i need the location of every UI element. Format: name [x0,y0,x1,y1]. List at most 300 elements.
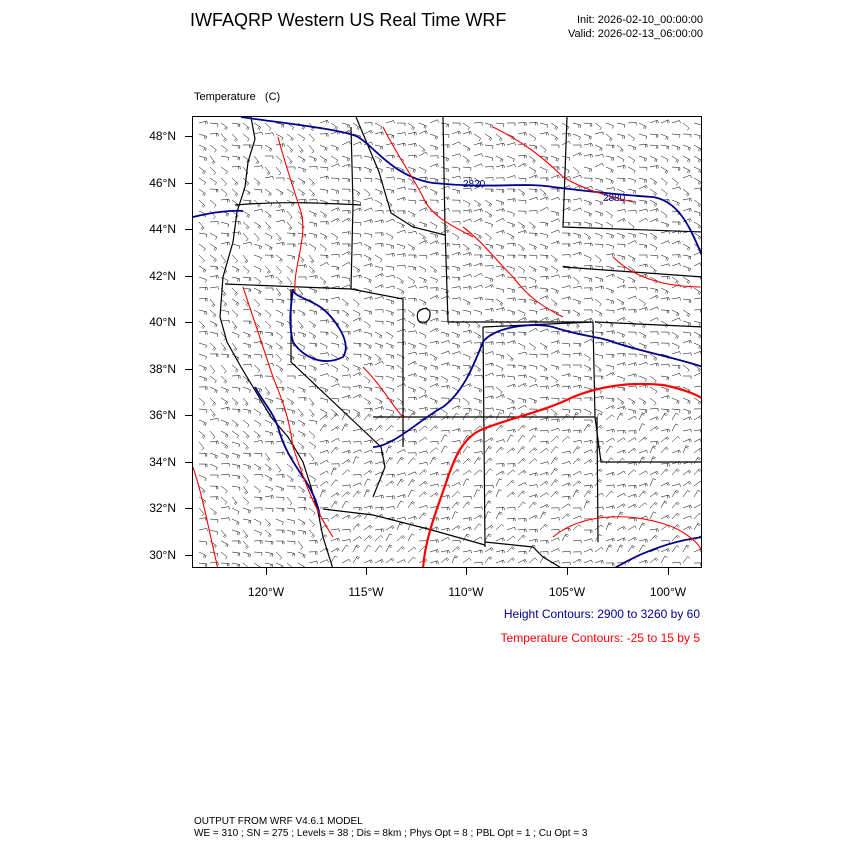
wind-barb [628,518,636,521]
wind-barb [683,156,690,162]
wind-barb [584,298,592,301]
wind-barb [650,318,659,321]
wind-barb [419,222,427,227]
wind-barb [584,143,593,146]
wind-barb [661,525,669,530]
wind-barb [507,233,514,240]
wind-barb [584,424,591,431]
wind-barb [496,244,504,249]
wind-barb [199,145,206,151]
wind-barb [386,446,392,453]
wind-barb [265,541,273,545]
wind-barb [265,398,273,403]
wind-barb [199,431,205,439]
wind-barb [353,372,362,376]
wind-barb [474,244,481,250]
wind-barb [639,307,648,310]
wind-barb [397,211,405,214]
wind-barb [628,545,635,552]
wind-barb [452,343,460,348]
wind-barb [265,222,271,230]
wind-barb [386,299,394,304]
wind-barb [617,209,625,212]
wind-barb [551,508,559,511]
wind-barb [331,189,339,194]
wind-barb [232,178,238,186]
wind-barb [386,526,394,530]
wind-barb [419,240,428,244]
wind-barb [254,552,262,556]
wind-barb [254,453,262,457]
wind-barb [474,515,482,519]
wind-barb [397,501,403,508]
wind-barb [353,354,361,357]
wind-barb [496,189,504,193]
wind-barb [276,255,282,262]
wind-barb [331,297,340,300]
wind-barb [221,365,226,373]
wind-barb [606,472,615,475]
wind-barb [485,396,494,399]
wind-barb [584,473,593,476]
wind-barb [452,233,459,240]
wind-barb [529,175,538,178]
wind-barb [221,123,228,130]
wind-barb [375,211,383,214]
wind-barb [540,376,548,380]
wind-barb [353,475,361,478]
wind-barb [672,167,680,171]
wind-barb [364,470,372,475]
wind-barb [353,275,362,278]
wind-barb [320,398,328,403]
wind-barb [551,318,560,321]
wind-barb [474,375,482,378]
wind-barb [672,502,680,508]
wind-barb [540,365,547,371]
wind-barb [661,429,670,432]
model-info [194,816,587,840]
wind-barb [419,233,426,240]
wind-barb [199,420,206,426]
wind-barb [661,549,670,552]
wind-barb [672,546,679,553]
wind-barb [496,365,503,371]
wind-barb [430,318,439,321]
wind-barb [353,266,360,273]
wind-barb [408,277,415,284]
wind-barb [309,552,317,555]
wind-barb [320,560,329,563]
wind-barb [342,164,351,167]
wind-barb [243,409,251,414]
wind-barb [639,287,647,290]
wind-barb [320,320,328,323]
wind-barb [232,277,240,282]
lon-label-115w: 115°W [348,585,384,599]
wind-barb [661,297,669,300]
wind-barb [419,286,428,289]
wind-barb [661,189,667,196]
wind-barb [529,197,538,200]
wind-barb [474,439,483,442]
wind-barb [463,354,470,360]
wind-barb [529,328,538,332]
wind-barb [298,563,305,568]
wind-barb [672,365,680,369]
wind-barb [529,502,536,508]
wind-barb [518,483,527,487]
wind-barb [595,286,604,289]
wind-barb [210,486,218,489]
wind-barb [331,493,339,497]
wind-barb [672,298,680,301]
wind-barb [265,508,273,512]
wind-barb [683,321,691,326]
wind-barb [331,343,339,348]
wind-barb [199,189,206,196]
wind-barb [221,242,230,245]
wind-barb [628,354,636,357]
wind-barb [617,363,626,366]
wind-barb [639,185,648,189]
wind-barb [342,470,350,475]
wind-barb [573,175,582,178]
wind-barb [276,563,283,568]
wind-barb [309,530,315,538]
wind-barb [265,530,271,537]
wind-barb [650,417,659,420]
wind-barb [265,563,273,568]
wind-barb [617,123,625,128]
wind-barb [232,409,240,412]
wind-barb [375,535,383,541]
wind-barb [386,409,394,414]
wind-barb [441,197,450,200]
wind-barb [485,233,491,240]
wind-barb [309,442,316,449]
wind-barb [650,266,656,273]
lat-tick [185,322,192,323]
wind-barb [518,123,526,126]
wind-barb [639,437,647,442]
wind-barb [386,155,394,158]
wind-barb [551,529,559,532]
wind-barb [463,330,472,333]
wind-barb [419,208,428,211]
wind-barb [430,561,439,564]
wind-barb [430,252,439,255]
wind-barb [661,264,670,267]
wind-barb [496,447,504,453]
wind-barb [683,340,692,343]
wind-barb [639,255,647,258]
wind-barb [353,442,361,445]
wind-barb [430,233,438,238]
wind-barb [540,266,548,271]
wind-barb [507,176,516,179]
wind-barb [430,365,438,370]
wind-barb [309,255,314,263]
wind-barb [265,275,274,278]
wind-barb [606,244,614,249]
wind-barb [397,178,405,183]
wind-barb [529,354,537,358]
wind-barb [254,375,262,378]
wind-barb [320,255,328,258]
wind-barb [474,164,483,167]
wind-barb [287,486,295,489]
wind-barb [628,494,637,497]
wind-barb [397,329,406,332]
wind-barb [320,120,329,123]
wind-barb [254,420,261,427]
wind-barb [276,332,282,339]
wind-barb [397,288,404,294]
wind-barb [672,255,680,258]
wind-barb [507,407,516,410]
wind-barb [650,398,656,405]
wind-barb [441,446,448,453]
wind-barb [551,384,560,387]
wind-barb [584,365,591,371]
wind-barb [650,165,658,168]
wind-barb [408,321,415,328]
wind-barb [694,134,702,139]
wind-barb [617,156,624,162]
wind-barb [518,255,526,258]
wind-barb [672,469,680,475]
wind-barb [639,539,648,542]
wind-barb [199,376,207,381]
wind-barb [331,254,339,257]
wind-barb [518,551,526,554]
wind-barb [254,145,262,149]
wind-barb [408,189,416,192]
wind-barb [485,222,493,227]
wind-barb [419,387,426,394]
wind-barb [672,332,679,339]
wind-barb [320,134,328,137]
wind-barb [353,415,361,421]
wind-barb [254,132,263,135]
wind-barb [529,244,536,250]
wind-barb [452,547,460,552]
wind-barb [254,486,260,493]
wind-barb [265,133,273,136]
wind-barb [342,299,348,306]
wind-barb [518,163,527,167]
wind-barb [397,473,406,476]
wind-barb [287,255,295,260]
wind-barb [463,286,471,289]
wind-barb [639,218,648,222]
wind-barb [573,385,582,388]
wind-barb [441,558,449,563]
wind-barb [199,298,207,301]
wind-barb [573,123,581,128]
wind-barb [232,332,239,338]
wind-barb [661,310,669,313]
wind-barb [507,448,515,453]
wind-barb [452,244,460,248]
wind-barb [199,398,205,406]
wind-barb [298,431,305,437]
wind-barb [441,145,449,148]
wind-barb [375,220,384,223]
wind-barb [199,233,207,237]
wind-barb [474,255,482,258]
wind-barb [408,286,417,289]
wind-barb [573,559,581,563]
wind-barb [386,457,393,464]
wind-barb [650,288,658,293]
wind-barb [584,450,593,453]
wind-barb [331,427,339,432]
wind-barb [694,351,702,354]
wind-barb [573,167,579,174]
wind-barb [573,540,581,543]
wind-barbs [199,120,702,568]
wind-barb [342,310,349,317]
wind-barb [353,385,362,388]
wind-barb [639,503,647,508]
wind-barb [617,526,626,530]
wind-barb [529,122,537,125]
wind-barb [298,541,303,549]
wind-barb [265,211,271,218]
wind-barb [672,318,681,321]
wind-barb [628,470,636,475]
border-az-nm [483,327,485,547]
wind-barb [672,187,681,190]
wind-barb [540,481,548,486]
wind-barb [320,440,329,443]
wind-barb [474,123,482,126]
wind-barb [331,548,339,552]
wind-barb [617,317,626,321]
wind-barb [595,560,604,563]
wind-barb [452,469,460,475]
wind-barb [584,154,593,157]
wind-barb [320,415,328,420]
wind-barb [210,233,217,240]
wind-barb [364,343,371,349]
wind-barb [661,231,670,234]
wind-barb [210,332,218,337]
wind-barb [419,492,427,497]
wind-barb [254,440,262,443]
wind-barb [463,550,471,553]
wind-barb [628,526,636,530]
wind-barb [551,457,558,464]
wind-barb [298,387,305,393]
wind-barb [287,541,295,544]
wind-barb [584,460,592,465]
wind-barb [617,512,623,519]
wind-barb [683,145,690,151]
wind-barb [243,519,251,524]
wind-barb [276,552,282,560]
wind-barb [375,189,382,195]
wind-barb [320,450,329,453]
wind-barb [650,145,658,149]
wind-barb [386,275,395,278]
wind-barb [507,518,515,521]
wind-barb [265,387,270,395]
wind-barb [573,343,581,347]
wind-barb [672,178,678,185]
wind-barb [375,332,382,339]
wind-barb [298,321,303,329]
wind-barb [628,287,636,290]
wind-barb [210,418,219,421]
wind-barb [562,297,571,300]
wind-barb [364,264,373,267]
wind-barb [617,450,626,453]
wind-barb [672,343,679,349]
wind-barb [331,332,338,339]
wind-barb [551,299,557,306]
wind-barb [265,244,272,250]
wind-barb [221,354,229,358]
wind-barb [496,274,505,277]
wind-barb [430,457,436,464]
wind-barb [661,178,667,185]
wind-barb [584,277,592,282]
wind-barb [540,472,549,475]
wind-barb [584,123,592,127]
wind-barb [694,416,702,420]
lat-label-32n: 32°N [149,501,176,515]
wind-barb [232,145,240,149]
wind-barb [364,490,370,497]
wind-barb [496,440,505,443]
wind-barb [419,343,427,349]
wind-barb [265,376,273,379]
wind-barb [452,189,460,194]
wind-barb [364,525,372,530]
wind-barb [650,457,656,464]
wind-barb [661,501,667,508]
wind-barb [507,341,516,344]
wind-barb [309,463,317,466]
wind-barb [254,277,261,284]
lat-label-38n: 38°N [149,362,176,376]
wind-barb [606,211,613,218]
wind-barb [309,332,316,339]
wind-barb [540,317,549,321]
wind-barb [309,540,317,543]
wind-barb [397,495,406,498]
wind-barb [199,222,204,230]
wind-barb [265,475,272,481]
wind-barb [386,244,394,249]
wind-barb [672,562,680,565]
wind-barb [496,413,502,420]
wind-barb [210,200,216,207]
wind-barb [518,352,527,355]
wind-barb [573,277,579,284]
wind-barb [386,310,394,316]
wind-barb [276,134,283,140]
wind-barb [452,406,461,410]
wind-barb [331,464,339,467]
wind-barb [254,464,261,471]
wind-barb [540,418,549,421]
wind-barb [672,373,681,376]
wind-barb [254,563,261,568]
